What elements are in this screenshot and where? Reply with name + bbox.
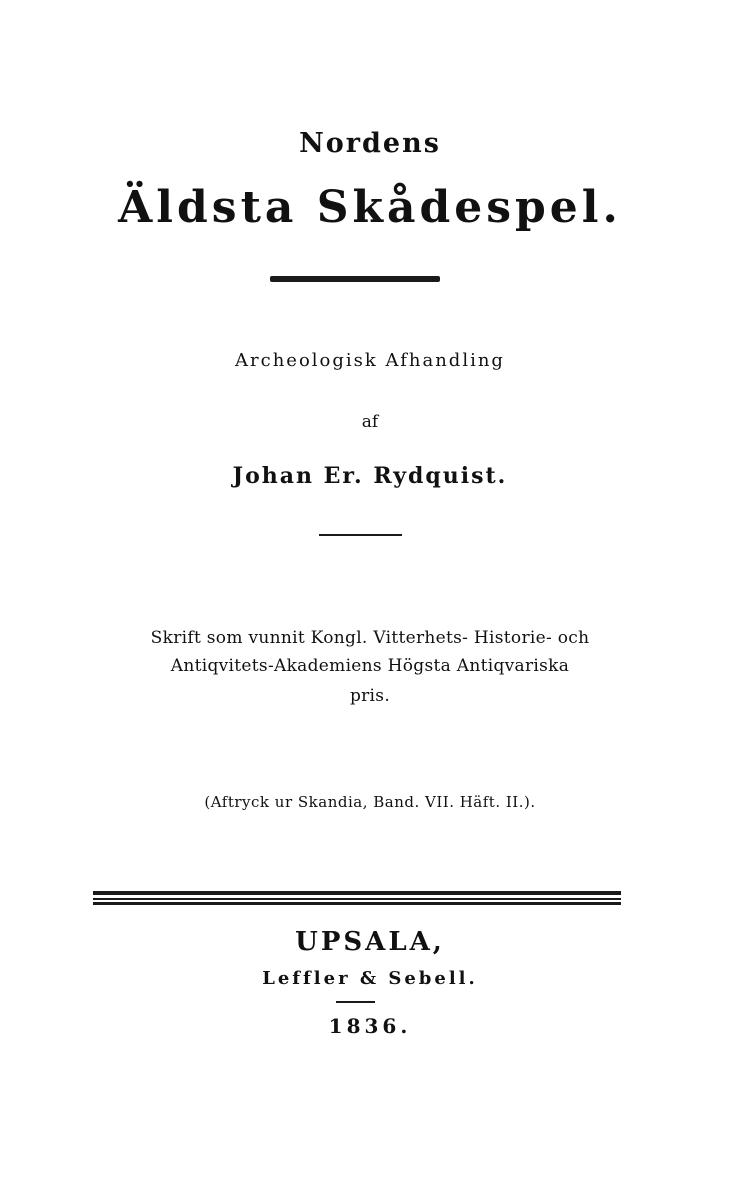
prize-line-3: pris.	[349, 686, 391, 706]
imprint-year: 1836.	[328, 1014, 412, 1038]
title-line-2: Äldsta Skådespel.	[118, 182, 622, 233]
author-rule	[319, 534, 402, 536]
year-rule	[336, 1001, 375, 1003]
author-name: Johan Er. Rydquist.	[232, 463, 508, 489]
byline-prefix: af	[361, 412, 379, 432]
imprint-place: UPSALA,	[295, 927, 445, 957]
imprint-publisher: Leffler & Sebell.	[262, 968, 478, 989]
imprint-rule-bar	[93, 891, 621, 895]
prize-line-2: Antiqvitets-Akademiens Högsta Antiqvariska	[170, 656, 570, 676]
imprint-rule-bar	[93, 902, 621, 905]
imprint-rule-bar	[93, 898, 621, 900]
imprint-rule	[93, 891, 621, 905]
prize-line-1: Skrift som vunnit Kongl. Vitterhets- Historie- och	[150, 628, 590, 648]
subtitle: Archeologisk Afhandling	[235, 350, 505, 371]
title-rule	[270, 276, 440, 282]
reprint-note: (Aftryck ur Skandia, Band. VII. Häft. II.).	[204, 793, 536, 811]
title-line-1: Nordens	[299, 128, 441, 159]
